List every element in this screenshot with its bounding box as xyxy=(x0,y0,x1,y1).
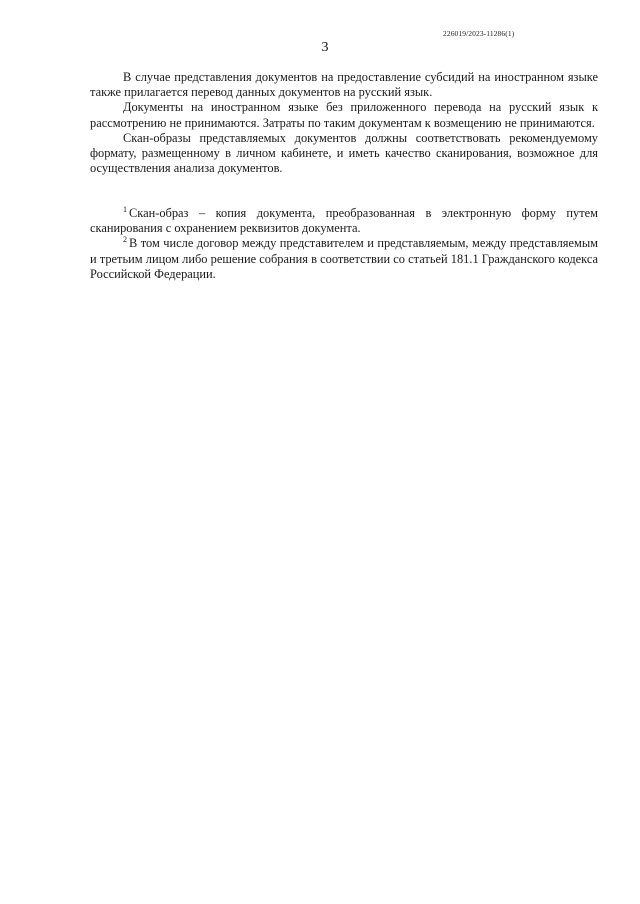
footnote-2 xyxy=(90,236,598,282)
footnote-mark: 2 xyxy=(123,235,127,245)
document-registration-number: 226019/2023-11286(1) xyxy=(443,29,515,38)
footnote-1 xyxy=(90,206,598,236)
paragraph-scan-requirements: Скан-образы представляемых документов должны соответствовать рекомендуемому формату, размещенному в личном кабинете, и иметь качество сканирования, возможное для осуществления анализа документов. xyxy=(90,130,598,176)
footnote-text: Скан-образ – копия документа, преобразованная в электронную форму путем сканирования с охранением реквизитов документа. xyxy=(90,206,598,236)
footnote-text: В том числе договор между представителем и представляемым, между представляемым и третьим лицом либо решение собрания в соответствии со статьей 181.1 Гражданского кодекса Российской Федерации. xyxy=(90,236,598,281)
page-number: 3 xyxy=(321,40,329,55)
paragraph-foreign-language-translation: В случае представления документов на предоставление субсидий на иностранном языке также прилагается перевод данных документов на русский язык. xyxy=(90,70,598,100)
footnotes xyxy=(90,206,598,282)
paragraph-untranslated-documents: Документы на иностранном языке без приложенного перевода на русский язык к рассмотрению не принимаются. Затраты по таким документам к возмещению не принимаются. xyxy=(90,100,598,130)
footnote-mark: 1 xyxy=(123,204,127,214)
body-text xyxy=(90,70,598,176)
